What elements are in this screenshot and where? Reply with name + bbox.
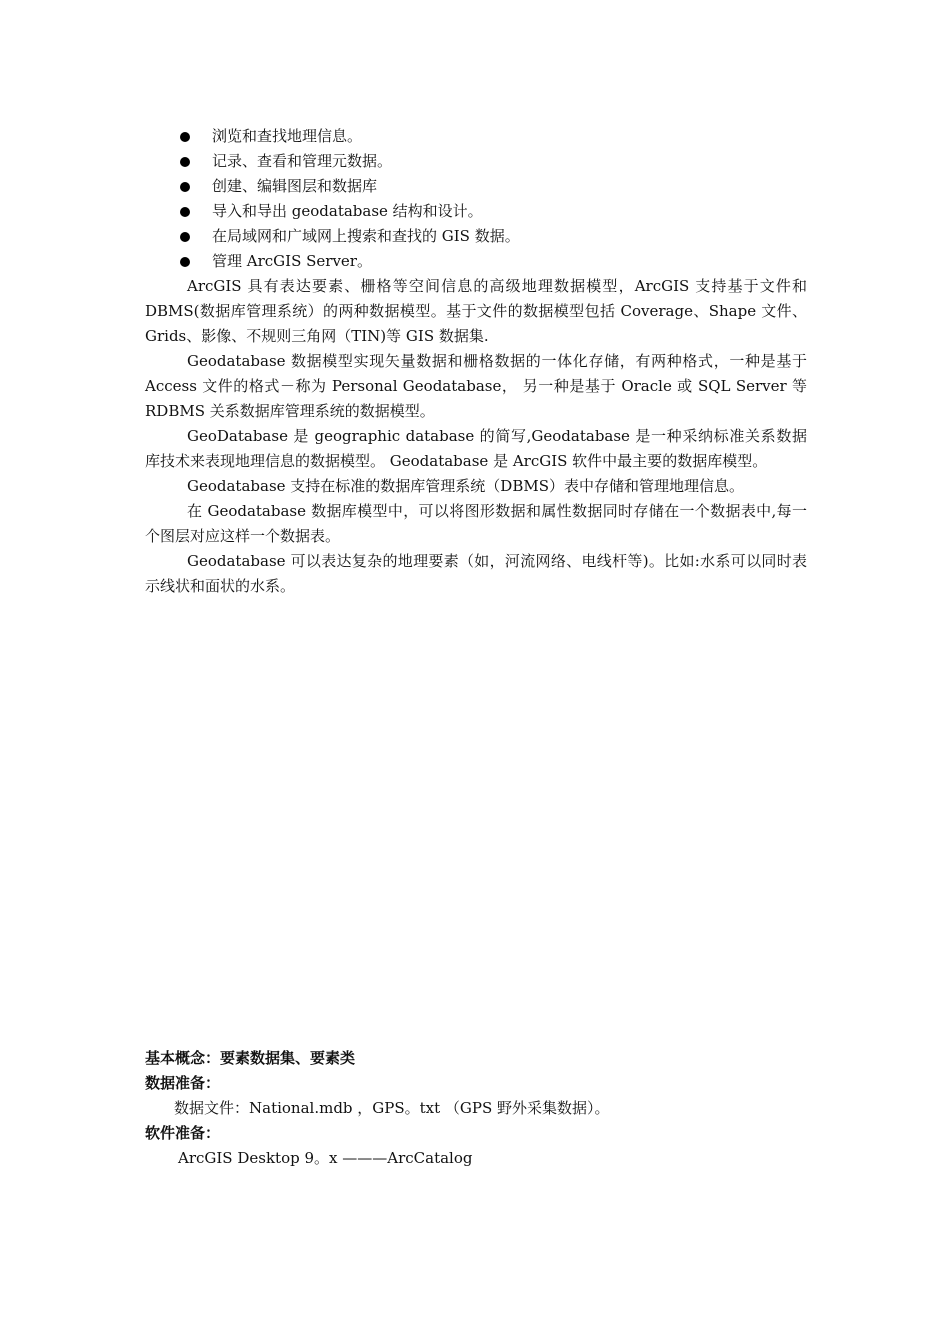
body-paragraphs (145, 274, 807, 599)
paragraph-geodatabase-dbms: Geodatabase 支持在标准的数据库管理系统（DBMS）表中存储和管理地理信息。 (187, 477, 744, 495)
bullet-dot-icon (180, 207, 190, 217)
bullet-item (145, 124, 807, 149)
software-line: ArcGIS Desktop 9。x ———ArcCatalog (178, 1149, 473, 1167)
feature-bullet-list (145, 124, 807, 274)
bullet-text: 记录、查看和管理元数据。 (212, 152, 393, 170)
software-prep-heading: 软件准备： (145, 1124, 221, 1142)
bullet-item (145, 224, 807, 249)
data-prep-heading: 数据准备： (145, 1074, 221, 1092)
bullet-dot-icon (180, 257, 190, 267)
bullet-text: 浏览和查找地理信息。 (212, 127, 363, 145)
bullet-dot-icon (180, 182, 190, 192)
exercise-preparation (145, 1046, 807, 1171)
bullet-text: 管理 ArcGIS Server。 (212, 252, 372, 270)
bullet-item (145, 199, 807, 224)
paragraph-geodatabase-tables: 在 Geodatabase 数据库模型中，可以将图形数据和属性数据同时存储在一个数据表中,每一个图层对应这样一个数据表。 (145, 502, 807, 545)
paragraph-geodatabase-features: Geodatabase 可以表达复杂的地理要素（如，河流网络、电线杆等)。比如:水系可以同时表示线状和面状的水系。 (145, 552, 807, 595)
bullet-item (145, 149, 807, 174)
basic-concepts-heading: 基本概念：要素数据集、要素类 (145, 1049, 356, 1067)
bullet-dot-icon (180, 232, 190, 242)
paragraph-arcgis-data-models: ArcGIS 具有表达要素、栅格等空间信息的高级地理数据模型，ArcGIS 支持基于文件和 DBMS(数据库管理系统）的两种数据模型。基于文件的数据模型包括 Coverage、Shape 文件、Grids、影像、不规则三角网（TIN)等 GIS 数据集. (145, 277, 807, 345)
bullet-text: 创建、编辑图层和数据库 (212, 177, 378, 195)
paragraph-geodatabase-formats: Geodatabase 数据模型实现矢量数据和栅格数据的一体化存储，有两种格式，一种是基于 Access 文件的格式－称为 Personal Geodatabase， 另一种是基于 Oracle 或 SQL Server 等 RDBMS 关系数据库管理系统的数据模型。 (145, 352, 807, 420)
bullet-dot-icon (180, 132, 190, 142)
data-files-line: 数据文件：National.mdb ，GPS。txt （GPS 野外采集数据）。 (174, 1099, 610, 1117)
bullet-text: 导入和导出 geodatabase 结构和设计。 (212, 202, 483, 220)
paragraph-geodatabase-definition: GeoDatabase 是 geographic database 的简写,Geodatabase 是一种采纳标准关系数据库技术来表现地理信息的数据模型。 Geodatabase 是 ArcGIS 软件中最主要的数据库模型。 (145, 427, 807, 470)
bullet-item (145, 174, 807, 199)
bullet-item (145, 249, 807, 274)
bullet-text: 在局域网和广域网上搜索和查找的 GIS 数据。 (212, 227, 520, 245)
bullet-dot-icon (180, 157, 190, 167)
